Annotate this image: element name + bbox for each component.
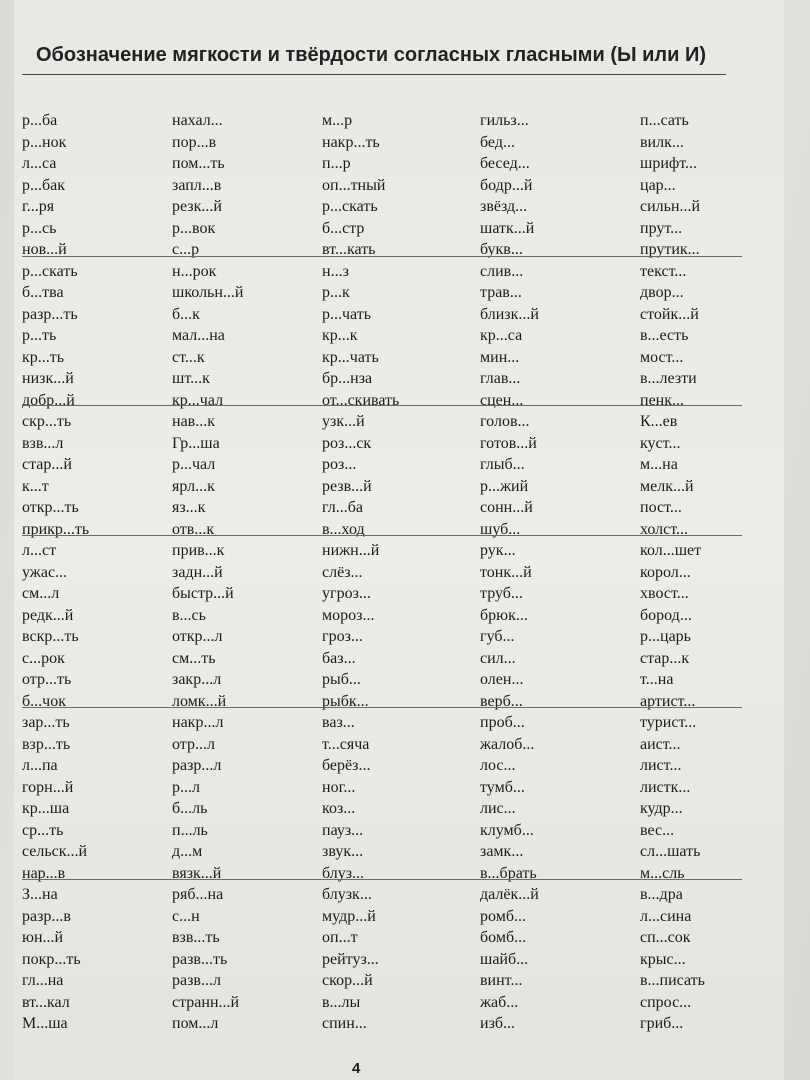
exercise-word: н...рок [172, 262, 217, 280]
exercise-word: г...ря [22, 198, 55, 215]
exercise-word: пост... [640, 499, 682, 516]
exercise-word: вт...кать [322, 241, 376, 258]
exercise-word: вилк... [640, 133, 684, 151]
exercise-word: к...т [22, 477, 49, 495]
exercise-word: гильз... [480, 112, 529, 129]
exercise-word: зар...ть [22, 714, 70, 731]
exercise-word: редк...й [22, 606, 74, 624]
exercise-word: вскр...ть [22, 628, 79, 645]
exercise-word: коз... [322, 800, 356, 817]
exercise-word: рыб... [322, 671, 361, 688]
page-heading: Обозначение мягкости и твёрдости согласных гласными (Ы или И) [36, 44, 706, 66]
exercise-word: нижн...й [322, 542, 380, 559]
exercise-word: оп...тный [322, 176, 386, 194]
exercise-word: в...дра [640, 886, 683, 903]
exercise-word: роз... [322, 456, 357, 473]
exercise-word: с...н [172, 907, 200, 925]
exercise-word: нар...в [22, 864, 66, 882]
exercise-word: крыс... [640, 950, 686, 968]
exercise-word: м...р [322, 112, 353, 129]
exercise-word: цар... [640, 176, 676, 194]
exercise-word: пенк... [640, 391, 684, 409]
exercise-word: холст... [640, 520, 689, 538]
exercise-word: кр...ть [22, 348, 65, 366]
exercise-word: гроз... [322, 628, 363, 645]
exercise-word: сонн...й [480, 499, 533, 516]
exercise-word: горн...й [22, 778, 74, 796]
exercise-word: скор...й [322, 972, 373, 989]
exercise-word: тумб... [480, 778, 525, 796]
exercise-word: р...нок [22, 133, 67, 151]
group-divider [22, 405, 742, 406]
exercise-word: прикр...ть [22, 520, 90, 538]
exercise-word: нахал... [172, 112, 223, 129]
exercise-word: в...сь [172, 606, 206, 624]
exercise-word: бомб... [480, 929, 527, 946]
exercise-word: Гр...ша [172, 434, 220, 452]
exercise-word: лос... [480, 757, 516, 774]
exercise-word: сп...сок [640, 929, 691, 946]
exercise-word: вес... [640, 821, 675, 839]
exercise-word: кр...са [480, 327, 523, 344]
exercise-word: в...писать [640, 972, 705, 989]
exercise-word: гл...ба [322, 499, 363, 516]
exercise-word: стар...й [22, 456, 72, 473]
exercise-word: т...на [640, 671, 674, 688]
exercise-word: сельск...й [22, 843, 88, 860]
exercise-word: р...чать [322, 305, 372, 323]
exercise-word: м...на [640, 456, 678, 473]
exercise-word: ср...ть [22, 821, 64, 839]
exercise-word: в...ход [322, 520, 365, 538]
exercise-word: разр...ть [22, 305, 78, 323]
exercise-word: спин... [322, 1015, 367, 1032]
exercise-word: кр...ша [22, 800, 70, 817]
exercise-word: л...сина [640, 907, 692, 925]
exercise-word: вт...кал [22, 993, 70, 1011]
exercise-word: б...стр [322, 219, 365, 237]
exercise-word: близк...й [480, 305, 539, 323]
exercise-word: роз...ск [322, 434, 372, 452]
exercise-word: л...ст [22, 542, 57, 559]
exercise-word: олен... [480, 671, 524, 688]
heading-underline [22, 74, 726, 75]
exercise-word: ног... [322, 778, 356, 796]
exercise-word: пом...ть [172, 155, 225, 172]
exercise-word: гриб... [640, 1015, 684, 1032]
exercise-word: р...ба [22, 112, 58, 129]
exercise-word: аист... [640, 735, 681, 753]
exercise-word: узк...й [322, 413, 365, 430]
exercise-word: мост... [640, 348, 684, 366]
exercise-word: от...скивать [322, 391, 400, 409]
exercise-word: п...ль [172, 821, 208, 839]
word-column-4 [480, 110, 630, 1035]
exercise-word: клумб... [480, 821, 534, 839]
exercise-word: р...сь [22, 219, 57, 237]
exercise-word: запл...в [172, 176, 222, 194]
exercise-word: слёз... [322, 563, 363, 581]
exercise-word: спрос... [640, 993, 692, 1011]
exercise-word: мелк...й [640, 477, 694, 495]
exercise-word: двор... [640, 284, 684, 301]
exercise-word: гл...на [22, 972, 64, 989]
exercise-word: см...л [22, 585, 60, 602]
exercise-word: рук... [480, 542, 516, 559]
exercise-word: артист... [640, 692, 696, 710]
exercise-word: отв...к [172, 520, 215, 538]
exercise-word: хвост... [640, 585, 689, 602]
exercise-word: кр...чать [322, 348, 379, 366]
exercise-word: р...чал [172, 456, 216, 473]
exercise-word: ломк...й [172, 692, 227, 710]
exercise-word: д...м [172, 843, 203, 860]
exercise-word: с...рок [22, 649, 65, 667]
exercise-word: скр...ть [22, 413, 72, 430]
exercise-word: рыбк... [322, 692, 369, 710]
exercise-word: отр...л [172, 735, 215, 753]
exercise-word: ст...к [172, 348, 205, 366]
word-column-2 [172, 110, 322, 1035]
exercise-word: юн...й [22, 929, 64, 946]
exercise-word: резк...й [172, 198, 222, 215]
exercise-word: замк... [480, 843, 524, 860]
exercise-word: р...царь [640, 628, 691, 645]
exercise-word: р...бак [22, 176, 66, 194]
exercise-word: накр...ть [322, 133, 380, 151]
exercise-word: разв...л [172, 972, 221, 989]
exercise-word: закр...л [172, 671, 222, 688]
exercise-word: нов...й [22, 241, 67, 258]
exercise-word: оп...т [322, 929, 358, 946]
exercise-word: изб... [480, 1015, 516, 1032]
group-divider [22, 256, 742, 257]
exercise-word: стар...к [640, 649, 690, 667]
exercise-word: прут... [640, 219, 683, 237]
exercise-word: ряб...на [172, 886, 224, 903]
exercise-word: взв...л [22, 434, 64, 452]
exercise-word: п...сать [640, 112, 689, 129]
exercise-word: добр...й [22, 391, 75, 409]
exercise-word: л...са [22, 155, 57, 172]
exercise-word: странн...й [172, 993, 240, 1011]
exercise-word: лис... [480, 800, 516, 817]
exercise-word: р...к [322, 284, 350, 301]
exercise-word: разр...в [22, 907, 71, 925]
exercise-word: вязк...й [172, 864, 222, 882]
exercise-word: М...ша [22, 1015, 68, 1032]
exercise-word: см...ть [172, 649, 216, 667]
exercise-word: с...р [172, 241, 200, 258]
exercise-word: стойк...й [640, 305, 699, 323]
exercise-word: отр...ть [22, 671, 72, 688]
exercise-word: задн...й [172, 563, 223, 581]
exercise-word: сильн...й [640, 198, 701, 215]
exercise-word: п...р [322, 155, 351, 172]
exercise-word: яз...к [172, 499, 206, 516]
word-column-1 [22, 110, 172, 1035]
exercise-word: разв...ть [172, 950, 228, 968]
exercise-word: ваз... [322, 714, 355, 731]
exercise-word: откр...л [172, 628, 223, 645]
exercise-word: бодр...й [480, 176, 533, 194]
exercise-word: мал...на [172, 327, 225, 344]
exercise-word: б...тва [22, 284, 64, 301]
exercise-word: звук... [322, 843, 364, 860]
page-number: 4 [352, 1060, 361, 1077]
exercise-word: пом...л [172, 1015, 219, 1032]
exercise-word: прутик... [640, 241, 700, 258]
exercise-word: З...на [22, 886, 58, 903]
exercise-word: ужас... [22, 563, 68, 581]
exercise-word: сцен... [480, 391, 524, 409]
exercise-word: кр...чал [172, 391, 224, 409]
exercise-word: б...ль [172, 800, 208, 817]
exercise-word: кр...к [322, 327, 358, 344]
exercise-word: мудр...й [322, 907, 376, 925]
exercise-word: угроз... [322, 585, 371, 602]
exercise-word: б...чок [22, 692, 66, 710]
exercise-word: м...сль [640, 864, 685, 882]
exercise-word: в...брать [480, 864, 537, 882]
exercise-word: бед... [480, 133, 515, 151]
exercise-word: р...вок [172, 219, 216, 237]
exercise-word: бр...нза [322, 370, 373, 387]
exercise-word: К...ев [640, 413, 678, 430]
exercise-word: шт...к [172, 370, 210, 387]
exercise-word: р...скать [22, 262, 78, 280]
exercise-word: блуз... [322, 864, 365, 882]
exercise-word: слив... [480, 262, 524, 280]
exercise-word: звёзд... [480, 198, 528, 215]
exercise-word: голов... [480, 413, 530, 430]
exercise-word: шатк...й [480, 219, 535, 237]
exercise-word: пор...в [172, 133, 217, 151]
exercise-word: р...л [172, 778, 200, 796]
exercise-word: в...лы [322, 993, 361, 1011]
exercise-word: т...сяча [322, 735, 370, 753]
exercise-word: взр...ть [22, 735, 71, 753]
exercise-word: трав... [480, 284, 522, 301]
exercise-word: глав... [480, 370, 521, 387]
exercise-word: откр...ть [22, 499, 79, 516]
exercise-word: накр...л [172, 714, 224, 731]
exercise-word: букв... [480, 241, 523, 258]
exercise-word: корол... [640, 563, 691, 581]
exercise-word: н...з [322, 262, 349, 280]
exercise-word: мороз... [322, 606, 375, 624]
word-column-3 [322, 110, 472, 1035]
exercise-word: взв...ть [172, 929, 220, 946]
exercise-word: труб... [480, 585, 523, 602]
exercise-word: верб... [480, 692, 523, 710]
word-column-5 [640, 110, 790, 1035]
exercise-word: пауз... [322, 821, 364, 839]
exercise-word: куст... [640, 434, 681, 452]
exercise-word: глыб... [480, 456, 525, 473]
exercise-word: сл...шать [640, 843, 701, 860]
exercise-word: готов...й [480, 434, 537, 452]
exercise-word: р...жий [480, 477, 529, 495]
exercise-word: жалоб... [480, 735, 535, 753]
exercise-word: б...к [172, 305, 200, 323]
exercise-word: нав...к [172, 413, 215, 430]
exercise-word: сил... [480, 649, 516, 667]
exercise-word: р...ть [22, 327, 57, 344]
exercise-word: быстр...й [172, 585, 234, 602]
exercise-word: блузк... [322, 886, 372, 903]
exercise-word: текст... [640, 262, 687, 280]
group-divider [22, 879, 742, 880]
exercise-word: тонк...й [480, 563, 532, 581]
exercise-word: прив...к [172, 542, 225, 559]
exercise-word: винт... [480, 972, 523, 989]
exercise-word: л...па [22, 757, 58, 774]
exercise-word: школьн...й [172, 284, 244, 301]
exercise-word: бесед... [480, 155, 530, 172]
exercise-word: бород... [640, 606, 692, 624]
exercise-word: в...есть [640, 327, 689, 344]
exercise-word: резв...й [322, 477, 372, 495]
exercise-word: турист... [640, 714, 697, 731]
exercise-word: губ... [480, 628, 515, 645]
group-divider [22, 535, 742, 536]
exercise-word: брюк... [480, 606, 528, 624]
exercise-word: лист... [640, 757, 682, 774]
exercise-word: шайб... [480, 950, 529, 968]
exercise-word: проб... [480, 714, 525, 731]
exercise-word: покр...ть [22, 950, 81, 968]
exercise-word: баз... [322, 649, 356, 667]
group-divider [22, 707, 742, 708]
exercise-word: в...лезти [640, 370, 697, 387]
exercise-word: листк... [640, 778, 691, 796]
exercise-word: шуб... [480, 520, 521, 538]
exercise-word: кол...шет [640, 542, 702, 559]
exercise-word: далёк...й [480, 886, 539, 903]
exercise-word: рейтуз... [322, 950, 379, 968]
exercise-word: кудр... [640, 800, 683, 817]
exercise-word: ромб... [480, 907, 526, 925]
exercise-word: берёз... [322, 757, 371, 774]
exercise-word: жаб... [480, 993, 519, 1011]
exercise-word: ярл...к [172, 477, 215, 495]
exercise-word: низк...й [22, 370, 74, 387]
exercise-word: мин... [480, 348, 520, 366]
exercise-word: шрифт... [640, 155, 698, 172]
exercise-word: р...скать [322, 198, 378, 215]
exercise-word: разр...л [172, 757, 222, 774]
